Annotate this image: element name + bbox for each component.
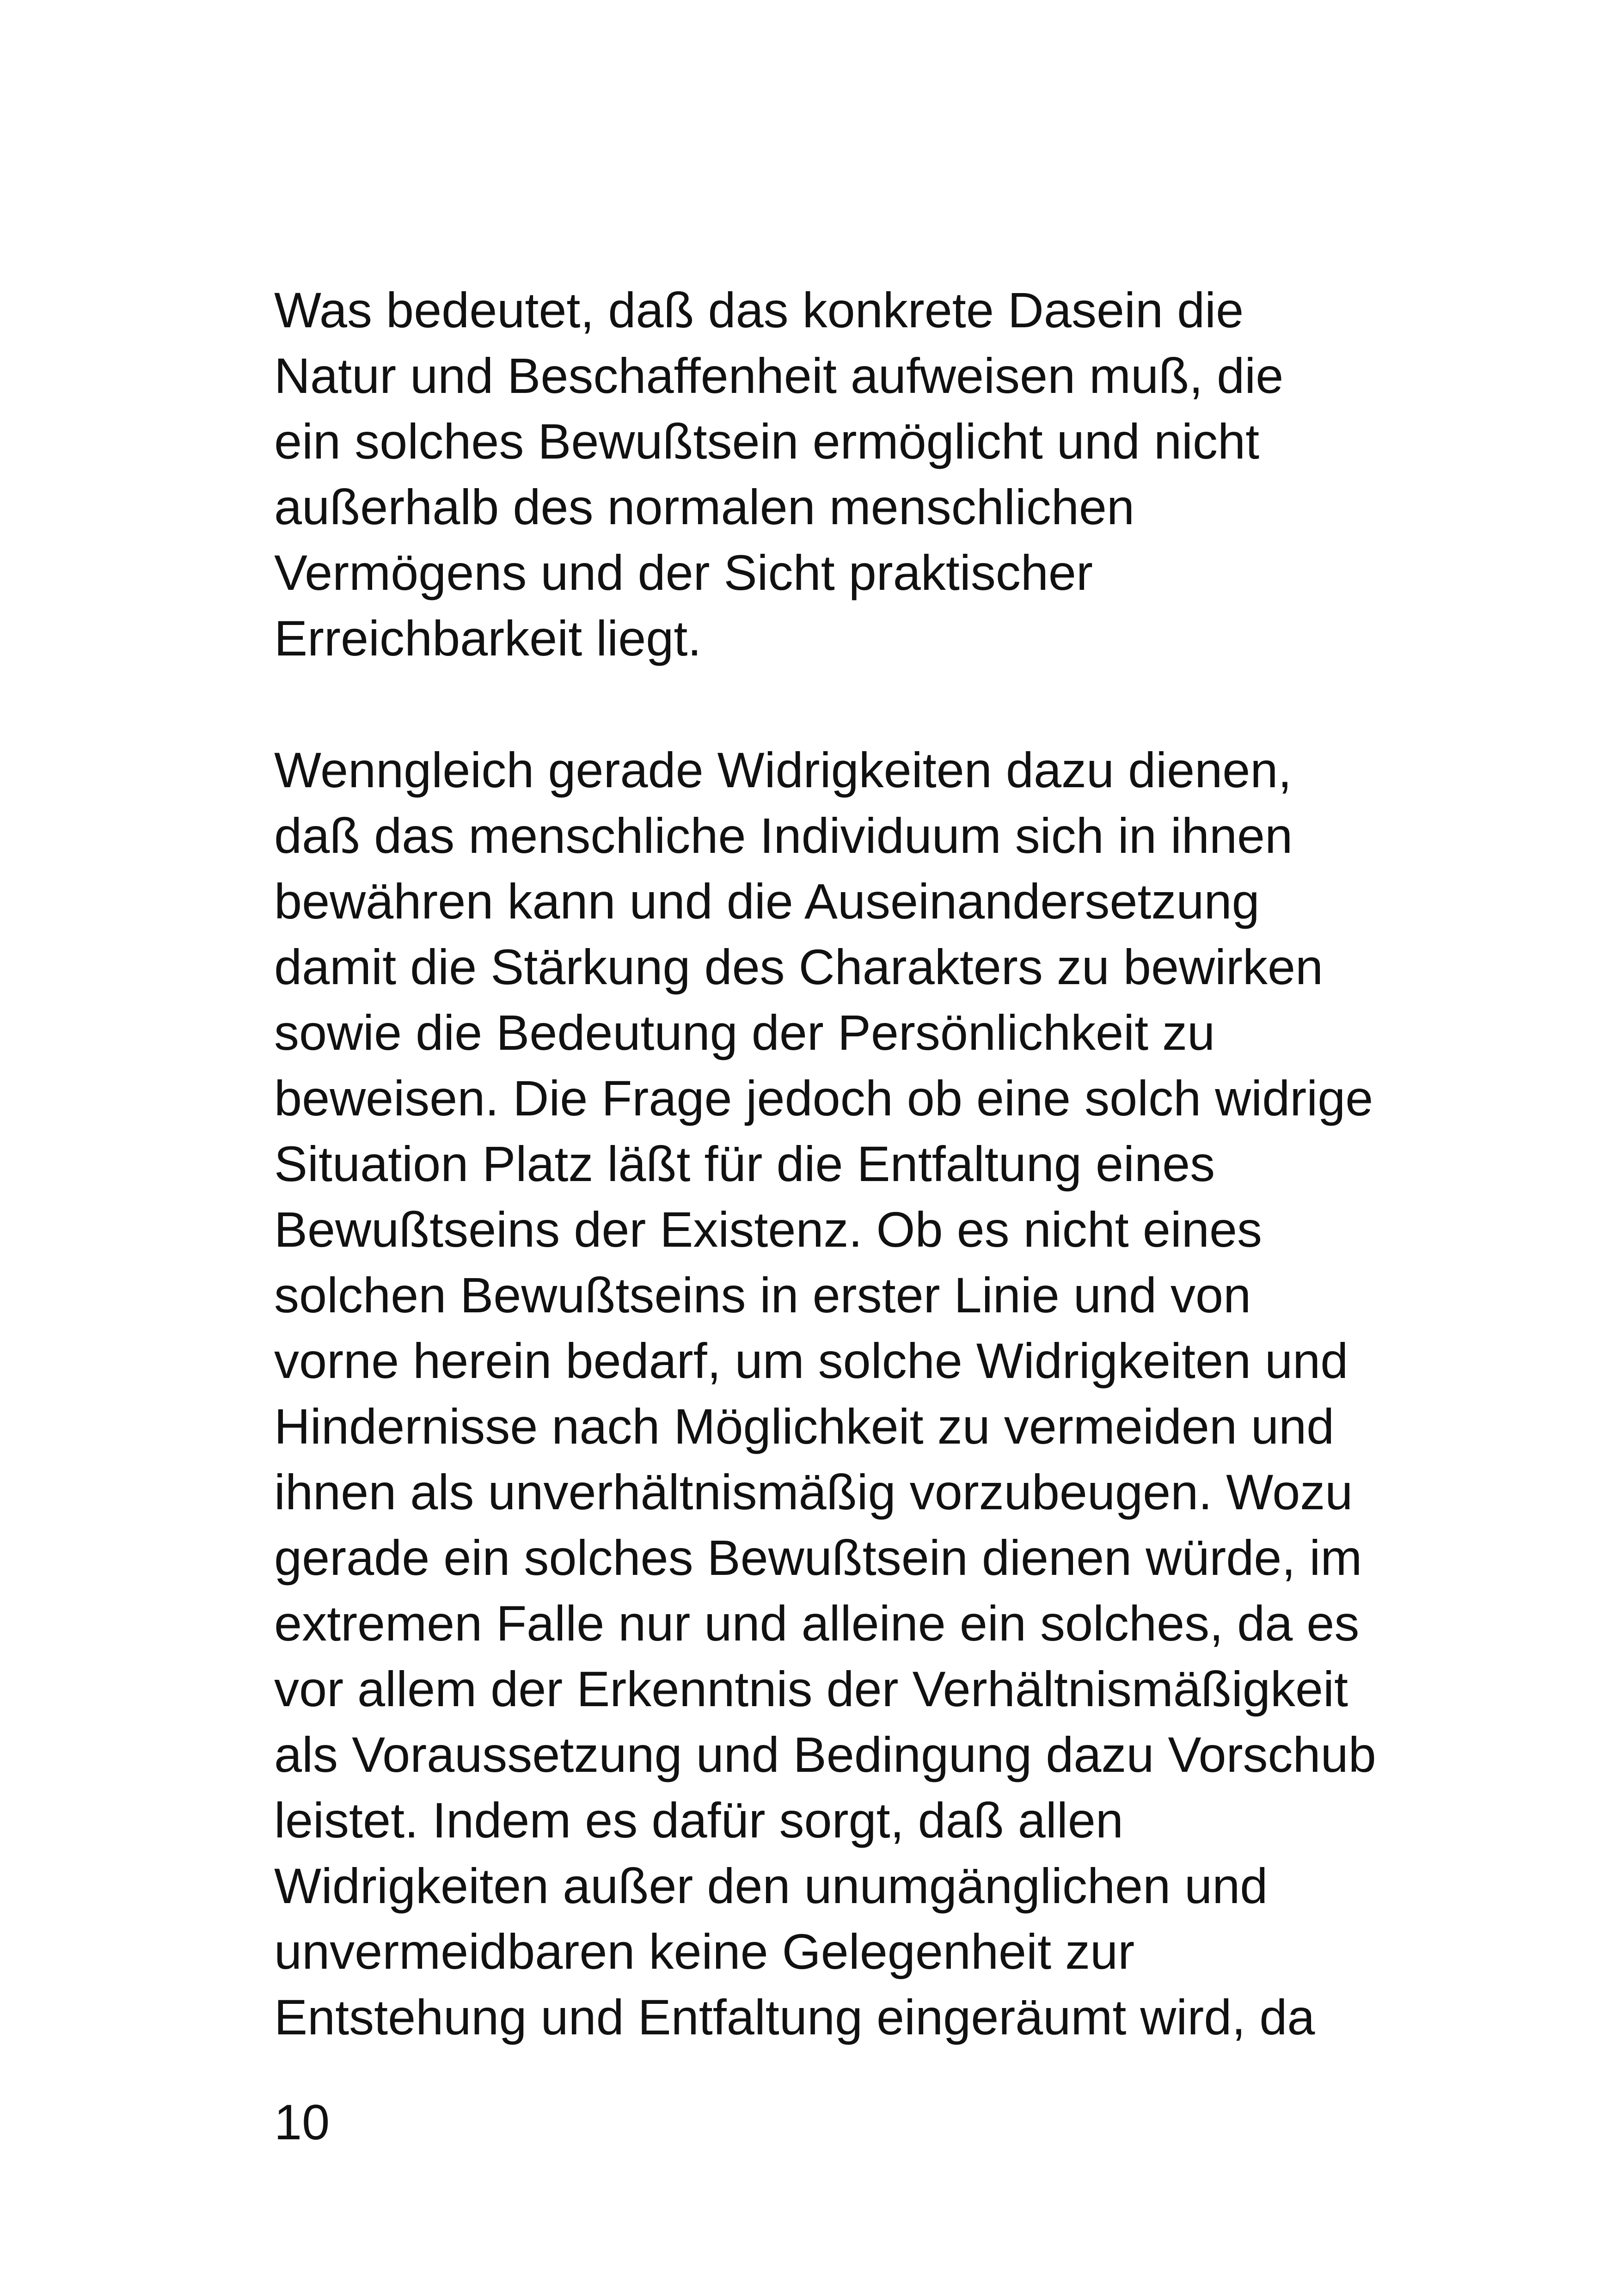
paragraph-1 xyxy=(274,277,1374,671)
text-line: Entstehung und Entfaltung eingeräumt wird, da xyxy=(274,1989,1315,2045)
page-number: 10 xyxy=(274,2094,330,2150)
text-line: sowie die Bedeutung der Persönlichkeit zu xyxy=(274,1004,1215,1060)
paragraph-2 xyxy=(274,737,1374,2050)
text-line: ein solches Bewußtsein ermöglicht und nicht xyxy=(274,413,1260,469)
text-line: beweisen. Die Frage jedoch ob eine solch widrige xyxy=(274,1070,1373,1126)
text-line: als Voraussetzung und Bedingung dazu Vorschub xyxy=(274,1727,1376,1782)
text-line: Natur und Beschaffenheit aufweisen muß, die xyxy=(274,348,1284,404)
text-line: Hindernisse nach Möglichkeit zu vermeiden und xyxy=(274,1398,1335,1454)
text-line: außerhalb des normalen menschlichen xyxy=(274,479,1135,535)
text-line: Bewußtseins der Existenz. Ob es nicht eines xyxy=(274,1201,1263,1257)
text-line: unvermeidbaren keine Gelegenheit zur xyxy=(274,1923,1135,1979)
text-line: solchen Bewußtseins in erster Linie und von xyxy=(274,1267,1251,1323)
text-line: bewähren kann und die Auseinandersetzung xyxy=(274,873,1260,929)
text-line: gerade ein solches Bewußtsein dienen würde, im xyxy=(274,1530,1362,1586)
text-line: Wenngleich gerade Widrigkeiten dazu dienen, xyxy=(274,742,1292,798)
text-line: Was bedeutet, daß das konkrete Dasein die xyxy=(274,282,1244,338)
text-line: ihnen als unverhältnismäßig vorzubeugen. Wozu xyxy=(274,1464,1353,1520)
text-line: Vermögens und der Sicht praktischer xyxy=(274,545,1093,600)
text-line: daß das menschliche Individuum sich in ihnen xyxy=(274,808,1293,863)
text-line: vorne herein bedarf, um solche Widrigkeiten und xyxy=(274,1333,1348,1389)
text-line: damit die Stärkung des Charakters zu bewirken xyxy=(274,939,1324,995)
text-line: vor allem der Erkenntnis der Verhältnismäßigkeit xyxy=(274,1661,1348,1717)
text-line: Widrigkeiten außer den unumgänglichen und xyxy=(274,1858,1268,1914)
text-line: Erreichbarkeit liegt. xyxy=(274,610,702,666)
text-line: extremen Falle nur und alleine ein solches, da es xyxy=(274,1595,1360,1651)
text-line: Situation Platz läßt für die Entfaltung eines xyxy=(274,1136,1215,1192)
text-line: leistet. Indem es dafür sorgt, daß allen xyxy=(274,1792,1123,1848)
